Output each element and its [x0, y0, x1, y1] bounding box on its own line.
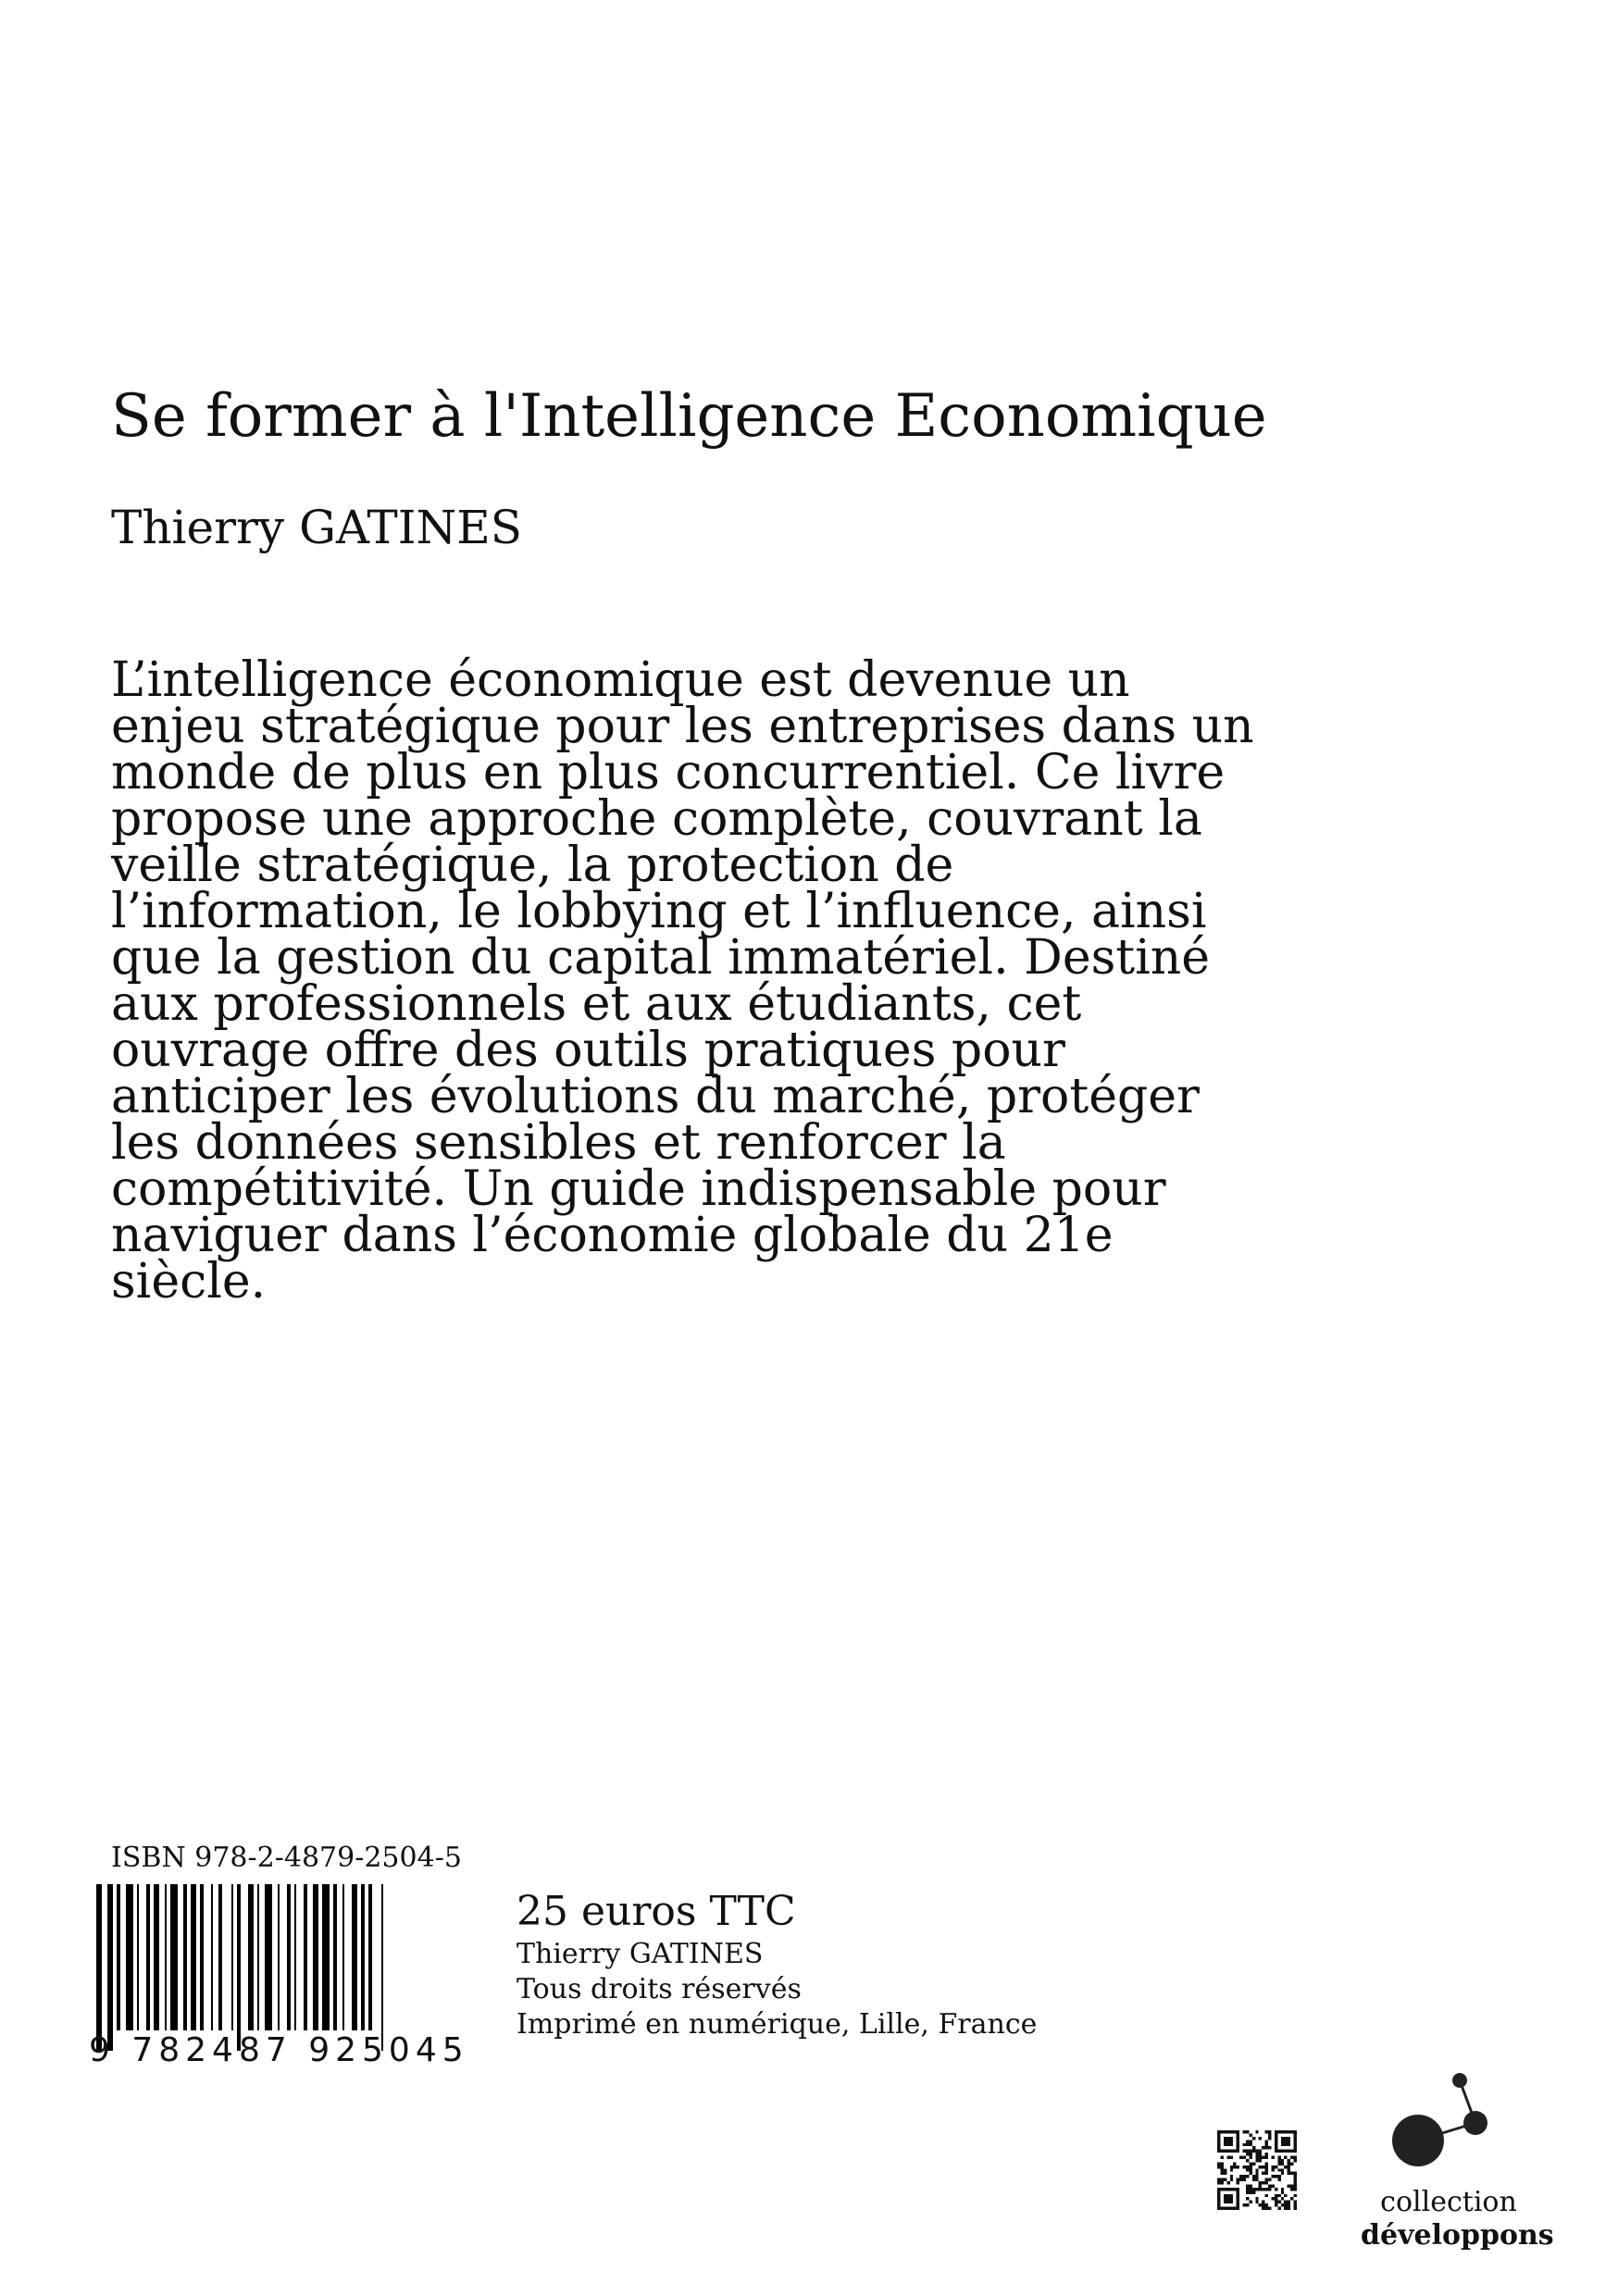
blurb-line: monde de plus en plus concurrentiel. Ce livre	[111, 745, 1226, 800]
rights-notice: Tous droits réservés	[517, 1973, 802, 2005]
back-cover-blurb	[111, 652, 1254, 1309]
barcode-digits: 9 782487 925045	[89, 2031, 469, 2069]
blurb-line: ouvrage offre des outils pratiques pour	[111, 1023, 1065, 1078]
blurb-line: siècle.	[111, 1254, 267, 1309]
price: 25 euros TTC	[517, 1888, 796, 1935]
blurb-line: L’intelligence économique est devenue un	[111, 652, 1130, 708]
molecule-dots-icon	[1379, 2062, 1500, 2182]
blurb-line: propose une approche complète, couvrant la	[111, 791, 1202, 847]
blurb-line: aux professionnels et aux étudiants, cet	[111, 976, 1082, 1032]
isbn-label: ISBN 978-2-4879-2504-5	[111, 1842, 462, 1874]
blurb-line: les données sensibles et renforcer la	[111, 1115, 1006, 1171]
book-author: Thierry GATINES	[111, 501, 522, 554]
blurb-line: veille stratégique, la protection de	[111, 838, 954, 893]
book-title: Se former à l'Intelligence Economique	[111, 382, 1267, 451]
collection-name: développons	[1361, 2219, 1554, 2252]
blurb-line: anticiper les évolutions du marché, protéger	[111, 1069, 1200, 1124]
blurb-line: l’information, le lobbying et l’influence, ainsi	[111, 884, 1207, 939]
publisher-name: Thierry GATINES	[517, 1938, 764, 1970]
blurb-line: enjeu stratégique pour les entreprises dans un	[111, 699, 1254, 754]
blurb-line: compétitivité. Un guide indispensable pour	[111, 1161, 1166, 1217]
blurb-line: naviguer dans l’économie globale du 21e	[111, 1208, 1114, 1263]
collection-label: collection	[1380, 2186, 1517, 2218]
blurb-line: que la gestion du capital immatériel. Destiné	[111, 930, 1211, 986]
printing-notice: Imprimé en numérique, Lille, France	[517, 2008, 1038, 2041]
qr-code-icon	[1217, 2130, 1297, 2210]
